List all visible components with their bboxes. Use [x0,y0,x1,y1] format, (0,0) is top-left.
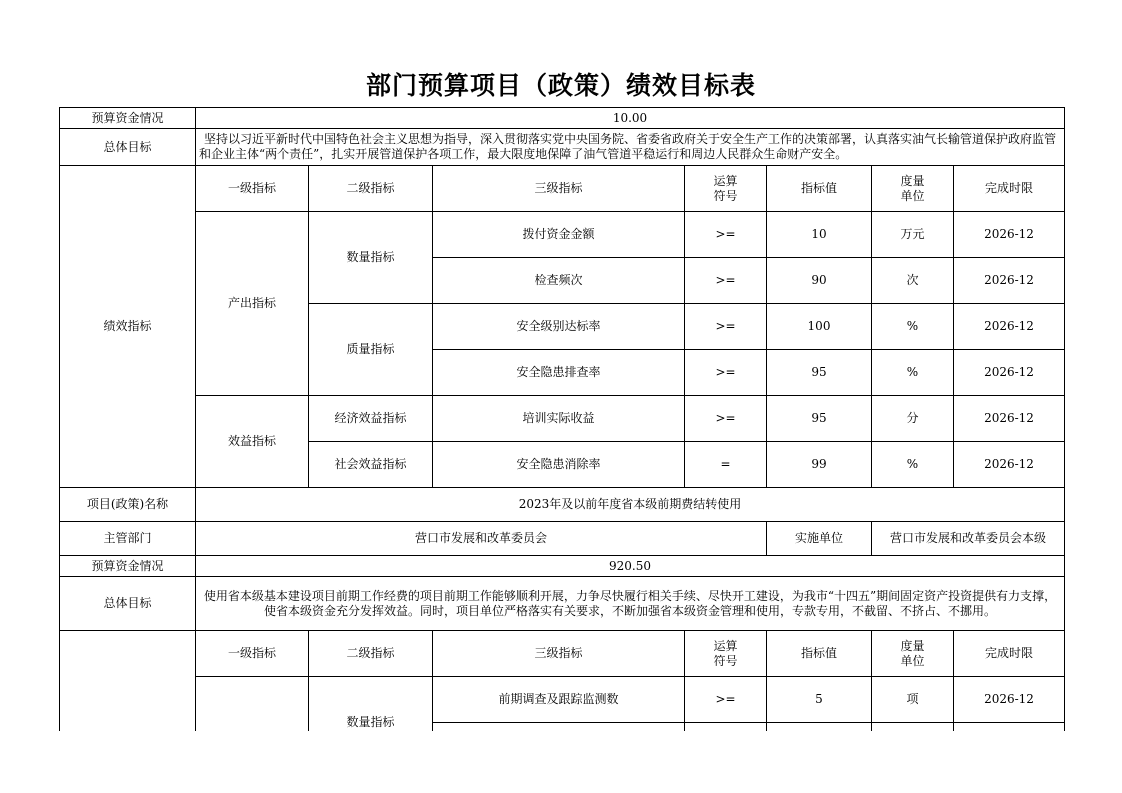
deadline-cell: 2026-12 [954,677,1065,723]
header-value: 指标值 [767,166,872,212]
header-unit: 度量 单位 [872,166,954,212]
goal-text: 坚持以习近平新时代中国特色社会主义思想为指导，深入贯彻落实党中央国务院、省委省政府关于安全生产工作的决策部署，认真落实油气长输管道保护政府监管和企业主体“两个责任”，扎实开展管道保护各项工作，最大限度地保障了油气管道平稳运行和周边人民群众生命财产安全。 [196,129,1065,166]
level2-cell: 数量指标 [309,677,433,732]
value-cell: 95 [767,396,872,442]
header-value: 指标值 [767,631,872,677]
level1-cell-blank [196,677,309,732]
header-deadline: 完成时限 [954,166,1065,212]
table-row [60,556,1065,577]
value-cell: 5 [767,677,872,723]
level1-cell: 效益指标 [196,396,309,488]
table-row [60,212,1065,258]
header-level2: 二级指标 [309,166,433,212]
operator-cell: >= [685,212,767,258]
budget-value: 10.00 [196,108,1065,129]
impl-value: 营口市发展和改革委员会本级 [872,522,1065,556]
level2-cell: 质量指标 [309,304,433,396]
header-operator: 运算 符号 [685,631,767,677]
header-operator: 运算 符号 [685,166,767,212]
budget-value: 920.50 [196,556,1065,577]
header-level2: 二级指标 [309,631,433,677]
table-row [60,488,1065,522]
deadline-cell: 2026-12 [954,442,1065,488]
operator-cell: >= [685,258,767,304]
level3-cell: 检查频次 [433,258,685,304]
deadline-cell: 2026-12 [954,350,1065,396]
value-cell: 100 [767,304,872,350]
goal-label: 总体目标 [60,577,196,631]
level3-cell: 拨付资金金额 [433,212,685,258]
performance-table [59,107,1065,731]
operator-cell: = [685,442,767,488]
header-deadline: 完成时限 [954,631,1065,677]
level3-cell: 安全隐患排查率 [433,350,685,396]
header-level1: 一级指标 [196,166,309,212]
operator-cell: >= [685,677,767,723]
dept-label: 主管部门 [60,522,196,556]
table-row [60,129,1065,166]
deadline-cell: 2026-12 [954,304,1065,350]
table-row [60,577,1065,631]
deadline-cell-blank [954,723,1065,732]
operator-cell: >= [685,350,767,396]
table-row [60,522,1065,556]
budget-label: 预算资金情况 [60,108,196,129]
table-row [60,677,1065,723]
goal-label: 总体目标 [60,129,196,166]
unit-cell: % [872,304,954,350]
header-unit: 度量 单位 [872,631,954,677]
project-name: 2023年及以前年度省本级前期费结转使用 [196,488,1065,522]
level2-cell: 数量指标 [309,212,433,304]
level2-cell: 社会效益指标 [309,442,433,488]
unit-cell: 项 [872,677,954,723]
table-row [60,396,1065,442]
level3-cell: 安全级别达标率 [433,304,685,350]
page-title: 部门预算项目（政策）绩效目标表 [365,71,756,100]
perf-label-blank [60,631,196,732]
value-cell: 95 [767,350,872,396]
deadline-cell: 2026-12 [954,396,1065,442]
deadline-cell: 2026-12 [954,258,1065,304]
deadline-cell: 2026-12 [954,212,1065,258]
header-level3: 三级指标 [433,631,685,677]
table-row [60,108,1065,129]
value-cell: 10 [767,212,872,258]
header-level3: 三级指标 [433,166,685,212]
header-level1: 一级指标 [196,631,309,677]
level3-cell: 培训实际收益 [433,396,685,442]
level2-cell: 经济效益指标 [309,396,433,442]
unit-cell-blank [872,723,954,732]
unit-cell: 次 [872,258,954,304]
unit-cell: % [872,442,954,488]
level3-cell: 安全隐患消除率 [433,442,685,488]
unit-cell: % [872,350,954,396]
unit-cell: 分 [872,396,954,442]
level1-cell: 产出指标 [196,212,309,396]
table-header-row [60,166,1065,212]
value-cell: 90 [767,258,872,304]
table-header-row [60,631,1065,677]
dept-value: 营口市发展和改革委员会 [196,522,767,556]
operator-cell-blank [685,723,767,732]
level3-cell: 前期调查及跟踪监测数 [433,677,685,723]
perf-label: 绩效指标 [60,166,196,488]
project-label: 项目(政策)名称 [60,488,196,522]
operator-cell: >= [685,304,767,350]
goal-text: 使用省本级基本建设项目前期工作经费的项目前期工作能够顺利开展，力争尽快履行相关手续、尽快开工建设，为我市“十四五”期间固定资产投资提供有力支撑，使省本级资金充分发挥效益。同时，项目单位严格落实有关要求，不断加强省本级资金管理和使用，专款专用，不截留、不挤占、不挪用。 [196,577,1065,631]
unit-cell: 万元 [872,212,954,258]
impl-label: 实施单位 [767,522,872,556]
level3-cell-blank [433,723,685,732]
value-cell: 99 [767,442,872,488]
operator-cell: >= [685,396,767,442]
budget-label: 预算资金情况 [60,556,196,577]
value-cell-blank [767,723,872,732]
